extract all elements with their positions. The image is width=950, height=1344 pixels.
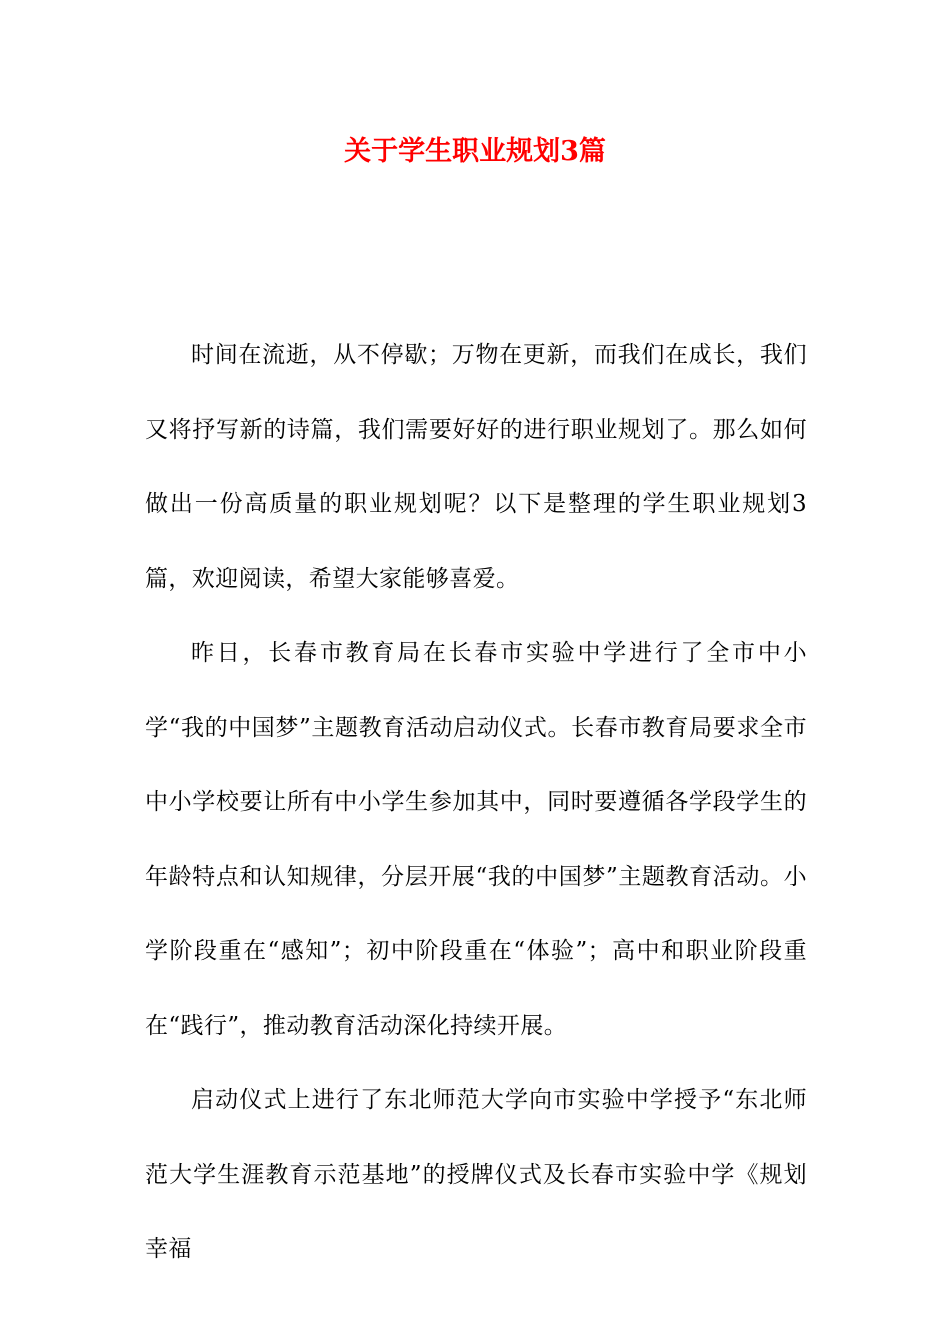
document-title: 关于学生职业规划3篇: [344, 136, 606, 167]
paragraph-intro: 时间在流逝，从不停歇；万物在更新，而我们在成长，我们又将抒写新的诗篇，我们需要好好的进行职业规划了。那么如何做出一份高质量的职业规划呢？以下是整理的学生职业规划3篇，欢迎阅读，希望大家能够喜爱。: [145, 342, 807, 592]
paragraph-ceremony: 启动仪式上进行了东北师范大学向市实验中学授予“东北师范大学生涯教育示范基地”的授牌仪式及长春市实验中学《规划幸福: [145, 1087, 807, 1262]
document-body: [145, 318, 807, 1287]
paragraph-event: 昨日，长春市教育局在长春市实验中学进行了全市中小学“我的中国梦”主题教育活动启动仪式。长春市教育局要求全市中小学校要让所有中小学生参加其中，同时要遵循各学段学生的年龄特点和认知规律，分层开展“我的中国梦”主题教育活动。小学阶段重在“感知”；初中阶段重在“体验”；高中和职业阶段重在“践行”，推动教育活动深化持续开展。: [145, 640, 807, 1039]
